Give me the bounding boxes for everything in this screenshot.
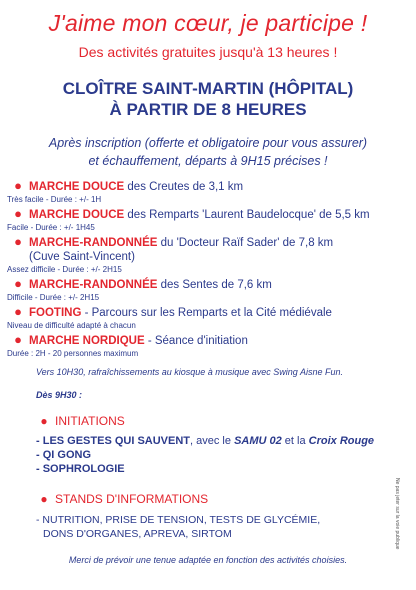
activity-meta: Assez difficile - Durée : +/- 2H15 [7,265,122,274]
clothing-note: Merci de prévoir une tenue adaptée en fonction des activités choisies. [68,555,348,565]
activity-item [7,333,407,360]
bullet-icon: ● [14,206,22,221]
activity-item [7,179,407,206]
activity-detail: - Séance d'initiation [144,335,248,347]
activity-item [7,277,407,304]
initiation-samu: SAMU 02 [234,435,282,447]
flyer-subtitle: Des activités gratuites jusqu'à 13 heures ! [78,44,338,60]
activity-detail: - Parcours sur les Remparts et la Cité médiévale [81,307,332,319]
list-item: - SOPHROLOGIE [36,463,125,475]
initiation-croix-rouge: Croix Rouge [308,435,375,447]
activity-name: MARCHE NORDIQUE [29,335,145,347]
list-item: DONS D'ORGANES, APREVA, SIRTOM [43,528,232,540]
activity-name: MARCHE DOUCE [29,209,125,221]
venue-block [0,78,416,120]
activity-detail: des Sentes de 7,6 km [157,279,272,291]
activity-meta: Durée : 2H - 20 personnes maximum [7,349,139,358]
stands-heading [33,492,208,506]
initiations-heading [33,414,125,428]
refreshments-note: Vers 10H30, rafraîchissements au kiosque à musique avec Swing Aisne Fun. [36,367,343,377]
activity-meta: Facile - Durée : +/- 1H45 [7,223,95,232]
initiation-connector: , avec le [190,435,235,447]
activity-detail-cont: (Cuve Saint-Vincent) [29,251,135,263]
venue-name: CLOÎTRE SAINT-MARTIN (HÔPITAL) [62,79,354,98]
activity-detail: du 'Docteur Raïf Sader' de 7,8 km [157,237,334,249]
intro-block [0,134,416,170]
vertical-note: Ne pas jeter sur la voie publique [394,478,400,550]
activity-name: FOOTING [29,307,82,319]
activity-meta: Niveau de difficulté adapté à chacun [7,321,136,330]
list-item: - NUTRITION, PRISE DE TENSION, TESTS DE GLYCÉMIE, [36,514,321,526]
list-item [36,434,374,448]
bullet-icon: ● [14,178,22,193]
activity-meta: Très facile - Durée : +/- 1H [7,195,102,204]
bullet-icon: ● [40,414,48,428]
list-item: - QI GONG [36,449,91,461]
bullet-icon: ● [14,304,22,319]
activity-name: MARCHE DOUCE [29,181,125,193]
bullet-icon: ● [40,492,48,506]
bullet-icon: ● [14,234,22,249]
activities-list [7,179,407,361]
activity-detail: des Remparts 'Laurent Baudelocque' de 5,5 km [124,209,370,221]
activity-detail: des Creutes de 3,1 km [124,181,244,193]
bullet-icon: ● [14,332,22,347]
activity-item [7,235,407,276]
activity-item [7,305,407,332]
initiation-connector: et la [281,435,309,447]
activity-name: MARCHE-RANDONNÉE [29,279,158,291]
intro-line-1: Après inscription (offerte et obligatoire pour vous assurer) [48,136,368,150]
flyer-title: J'aime mon cœur, je participe ! [48,10,368,36]
schedule-label: Dès 9H30 : [36,390,83,400]
venue-time: À PARTIR DE 8 HEURES [109,100,307,119]
stands-heading-label: STANDS D'INFORMATIONS [55,492,209,506]
initiations-heading-label: INITIATIONS [55,414,125,428]
activity-name: MARCHE-RANDONNÉE [29,237,158,249]
intro-line-2: et échauffement, départs à 9H15 précises ! [88,154,328,168]
initiation-gestes: - LES GESTES QUI SAUVENT [36,435,191,447]
stands-list [36,513,320,541]
activity-meta: Difficile - Durée : +/- 2H15 [7,293,100,302]
bullet-icon: ● [14,276,22,291]
initiations-list [36,434,374,476]
activity-item [7,207,407,234]
